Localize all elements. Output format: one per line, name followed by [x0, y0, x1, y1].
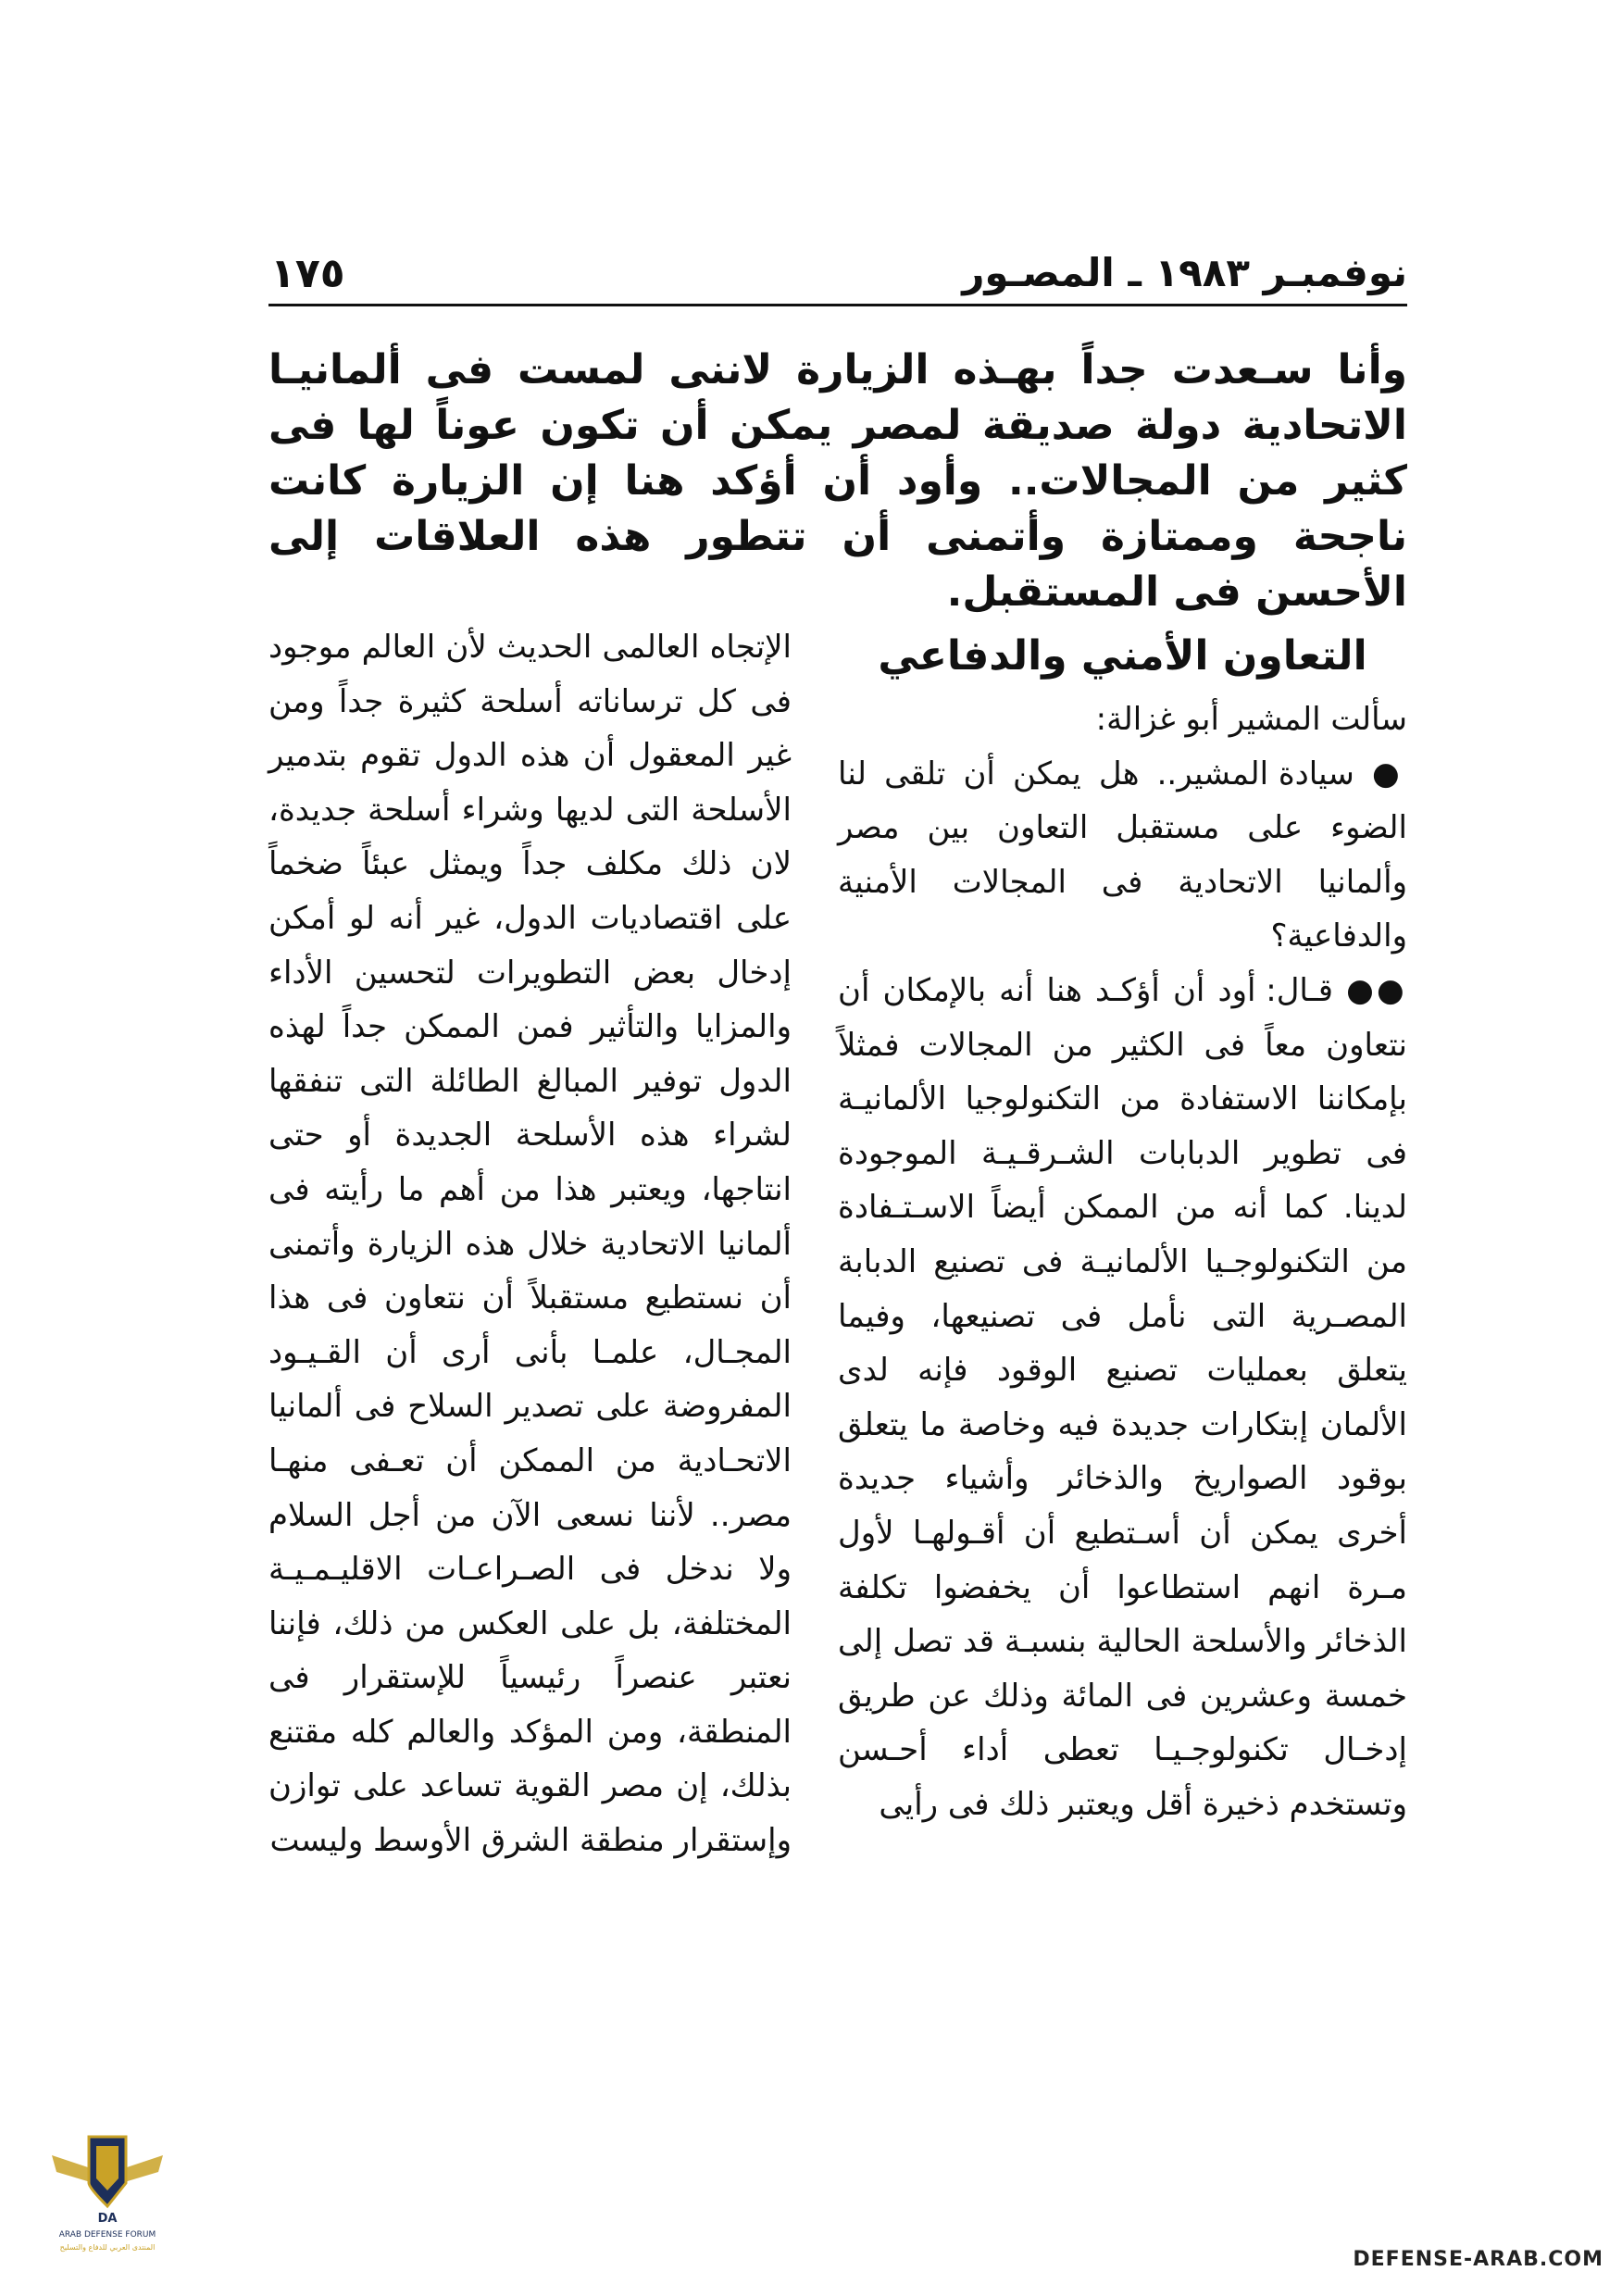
asked-line: سألت المشير أبو غزالة: [1095, 701, 1407, 738]
answer-text: قـال: أود أن أؤكـد هنا أنه بالإمكان أن نتعاون معاً فى الكثير من المجالات فمثلاً بإمكاننا الاستفادة من التكنولوجيا الألمانيـة فى تطوير الدبابات الشـرقـيـة الموجودة لدينا. كما أنه من الممكن أيضاً الاسـتـفادة من التكنولوجـيا الألمانيـة فى تصنيع الدبابة المصـرية التى نأمل فى تصنيعها، وفيما يتعلق بعمليات تصنيع الوقود فإنه لدى الألمان إبتكارات جديدة فيه وخاصة ما يتعلق بوقود الصواريخ والذخائر وأشياء جديدة أخرى يمكن أن أسـتطيع أن أقـولهـا لأول مـرة انهم استطاعوا أن يخفضوا تكلفة الذخائر والأسلحة الحالية بنسبـة قد تصل إلى خمسة وعشرين فى المائة وذلك عن طريق إدخـال تكنولوجـيـا تعطى أداء أحـسن وتستخدم ذخيرة أقل ويعتبر ذلك فى رأيى [838, 971, 1407, 1823]
site-url[interactable]: DEFENSE-ARAB.COM [1353, 2248, 1603, 2271]
section-heading: التعاون الأمني والدفاعي [878, 632, 1367, 680]
answer-bullet: ●● [1346, 971, 1407, 1009]
logo-da-text: DA [97, 2212, 118, 2226]
page-number: ١٧٥ [270, 250, 345, 297]
question-text: سيادة المشير.. هل يمكن أن تلقى لنا الضوء على مستقبل التعاون بين مصر وألمانيا الاتحادية فى المجالات الأمنية والدفاعية؟ [838, 755, 1407, 955]
logo-en-text: ARAB DEFENSE FORUM [58, 2230, 156, 2240]
intro-paragraph: وأنا سـعدت جداً بهـذه الزيارة لاننى لمست فى ألمانيـا الاتحادية دولة صديقة لمصر يمكن أن تكون عوناً لها فى كثير من المجالات.. وأود أن أؤكد هنا إن الزيارة كانت ناجحة وممتازة وأتمنى أن تتطور هذه العلاقات إلى الأحسن فى المستقبل. [268, 346, 1407, 616]
issue-info: نوفمبـر ١٩٨٣ ـ المصـور [962, 250, 1407, 295]
page-header [268, 248, 1407, 306]
right-column [838, 620, 1407, 1831]
answer-paragraph [838, 964, 1407, 1832]
left-column [268, 620, 792, 1868]
logo-ar-text: المنتدى العربي للدفاع والتسليح [59, 2243, 156, 2252]
question-paragraph [838, 747, 1407, 964]
left-column-text: الإتجاه العالمى الحديث لأن العالم موجود فى كل ترساناته أسلحة كثيرة جداً ومن غير المعقول أن هذه الدول تقوم بتدمير الأسلحة التى لديها وشراء أسلحة جديدة، لان ذلك مكلف جداً ويمثل عبئاً ضخماً على اقتصاديات الدول، غير أنه لو أمكن إدخال بعض التطويرات لتحسين الأداء والمزايا والتأثير فمن الممكن جداً لهذه الدول توفير المبالغ الطائلة التى تنفقها لشراء هذه الأسلحة الجديدة أو حتى انتاجها، ويعتبر هذا من أهم ما رأيته فى ألمانيا الاتحادية خلال هذه الزيارة وأتمنى أن نستطيع مستقبلاً أن نتعاون فى هذا المجـال، علمـا بأنى أرى أن القـيـود المفروضة على تصدير السلاح فى ألمانيا الاتحـادية من الممكن أن تعـفى منهـا مصر.. لأننا نسعى الآن من أجل السلام ولا ندخل فى الصـراعـات الاقليـمـيـة المختلفة، بل على العكس من ذلك، فإننا نعتبر عنصراً رئيسياً للإستقرار فى المنطقة، ومن المؤكد والعالم كله مقتنع بذلك، إن مصر القوية تساعد على توازن وإستقرار منطقة الشرق الأوسط وليست [268, 629, 792, 1860]
question-bullet: ● [1372, 755, 1407, 792]
forum-logo [43, 2118, 172, 2257]
shield-wings-icon [43, 2118, 172, 2257]
